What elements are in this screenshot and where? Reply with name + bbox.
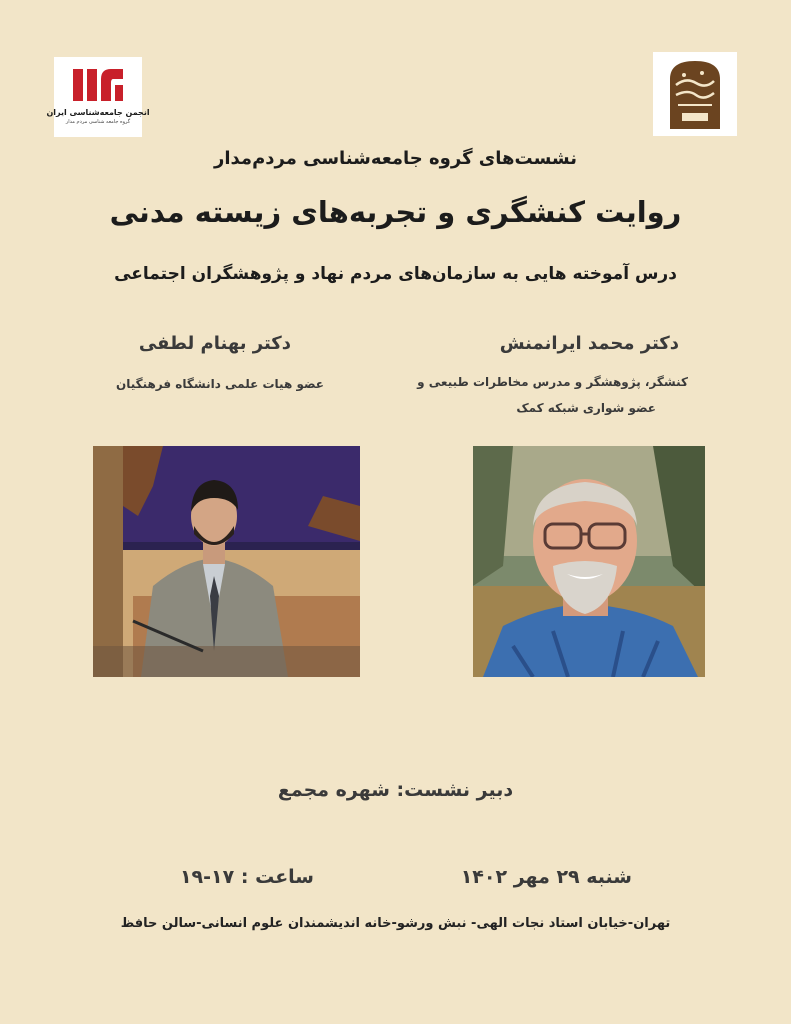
event-title: روایت کنشگری و تجربه‌های زیسته مدنی (109, 195, 682, 229)
speaker-2-photo (93, 446, 360, 677)
speaker-1-name: دکتر محمد ایرانمنش (499, 333, 679, 354)
speaker-1-photo (473, 446, 705, 677)
event-tagline: درس آموخته هایی به سازمان‌های مردم نهاد و پژوهشگران اجتماعی (114, 264, 677, 284)
moderator-line: دبیر نشست: شهره مجمع (277, 779, 514, 801)
sociology-association-logo (46, 57, 150, 137)
association-group: گروه جامعه شناسی مردم مدار (65, 119, 131, 125)
speaker-2-name: دکتر بهنام لطفی (138, 333, 291, 354)
association-logo-icon (71, 65, 125, 105)
speaker-2-desc-line1: عضو هیات علمی دانشگاه فرهنگیان (115, 377, 324, 391)
event-address: تهران-خیابان استاد نجات الهی- نبش ورشو-خانه اندیشمندان علوم انسانی-سالن حافظ (120, 916, 671, 931)
speaker-1-desc-line1: کنشگر، پژوهشگر و مدرس مخاطرات طبیعی و (417, 375, 688, 389)
event-time: ساعت : ۱۷-۱۹ (179, 866, 314, 888)
association-name: انجمن جامعه‌شناسی ایران (46, 108, 150, 117)
event-date: شنبه ۲۹ مهر ۱۴۰۲ (460, 866, 632, 888)
series-subheading: نشست‌های گروه جامعه‌شناسی مردم‌مدار (214, 148, 577, 169)
humanities-seal-icon (666, 59, 724, 129)
humanities-house-logo (653, 52, 737, 136)
speaker-1-desc-line2: عضو شواری شبکه کمک (516, 401, 656, 415)
